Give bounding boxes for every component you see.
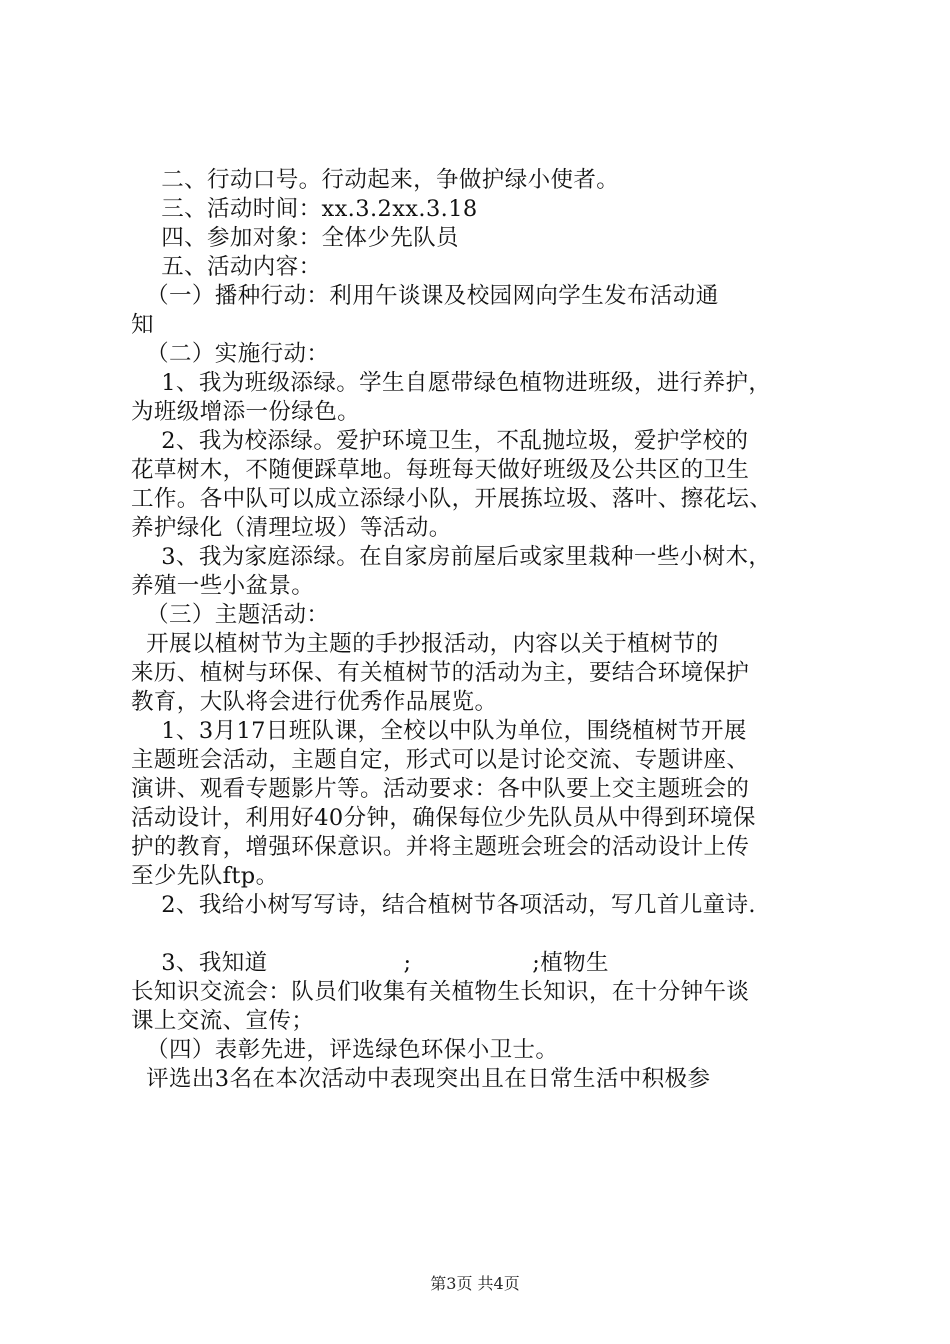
line-handcopy-newspaper: 开展以植树节为主题的手抄报活动，内容以关于植树节的: [131, 631, 719, 657]
line-class-meeting: 1、3月17日班队课，全校以中队为单位，围绕植树节开展: [131, 718, 747, 744]
line-handcopy-newspaper-cont-2: 教育，大队将会进行优秀作品展览。: [131, 689, 498, 715]
line-home-green: 3、我为家庭添绿。在自家房前屋后或家里栽种一些小树木，: [131, 544, 772, 570]
line-activity-content: 五、活动内容：: [131, 254, 322, 280]
line-class-meeting-cont-1: 主题班会活动，主题自定，形式可以是讨论交流、专题讲座、: [131, 747, 750, 773]
line-class-meeting-cont-4: 护的教育，增强环保意识。并将主题班会班会的活动设计上传: [131, 834, 750, 860]
line-selection: 评选出3名在本次活动中表现突出且在日常生活中积极参: [131, 1066, 711, 1092]
line-class-meeting-cont-3: 活动设计，利用好40分钟，确保每位少先队员从中得到环境保: [131, 805, 756, 831]
line-class-green-cont: 为班级增添一份绿色。: [131, 399, 361, 425]
line-i-know-cont-2: 课上交流、宣传；: [131, 1008, 315, 1034]
line-commendation: （四）表彰先进，评选绿色环保小卫士。: [131, 1037, 559, 1063]
line-implementation: （二）实施行动：: [131, 341, 330, 367]
line-i-know-cont-1: 长知识交流会：队员们收集有关植物生长知识，在十分钟午谈: [131, 979, 750, 1005]
document-body: [131, 166, 833, 1094]
line-sowing-action-cont: 知: [131, 312, 154, 338]
line-sowing-action: （一）播种行动：利用午谈课及校园网向学生发布活动通: [131, 283, 719, 309]
line-home-green-cont: 养殖一些小盆景。: [131, 573, 315, 599]
line-class-green: 1、我为班级添绿。学生自愿带绿色植物进班级，进行养护，: [131, 370, 772, 396]
line-i-know: 3、我知道 ; ;植物生: [131, 950, 609, 976]
page-number-footer: 第3页 共4页: [430, 1274, 520, 1293]
line-class-meeting-cont-5: 至少先队ftp。: [131, 863, 279, 889]
line-slogan: 二、行动口号。行动起来，争做护绿小使者。: [131, 167, 620, 193]
line-poem: 2、我给小树写写诗，结合植树节各项活动，写几首儿童诗.: [131, 892, 756, 918]
line-school-green-cont-2: 工作。各中队可以成立添绿小队，开展拣垃圾、落叶、擦花坛、: [131, 486, 773, 512]
line-class-meeting-cont-2: 演讲、观看专题影片等。活动要求：各中队要上交主题班会的: [131, 776, 750, 802]
line-participants: 四、参加对象：全体少先队员: [131, 225, 459, 251]
line-theme-activity: （三）主题活动：: [131, 602, 330, 628]
line-activity-time: 三、活动时间：xx.3.2xx.3.18: [131, 196, 478, 222]
line-school-green: 2、我为校添绿。爱护环境卫生，不乱抛垃圾，爱护学校的: [131, 428, 749, 454]
line-handcopy-newspaper-cont-1: 来历、植树与环保、有关植树节的活动为主，要结合环境保护: [131, 660, 750, 686]
line-school-green-cont-1: 花草树木，不随便踩草地。每班每天做好班级及公共区的卫生: [131, 457, 750, 483]
line-school-green-cont-3: 养护绿化（清理垃圾）等活动。: [131, 515, 452, 541]
